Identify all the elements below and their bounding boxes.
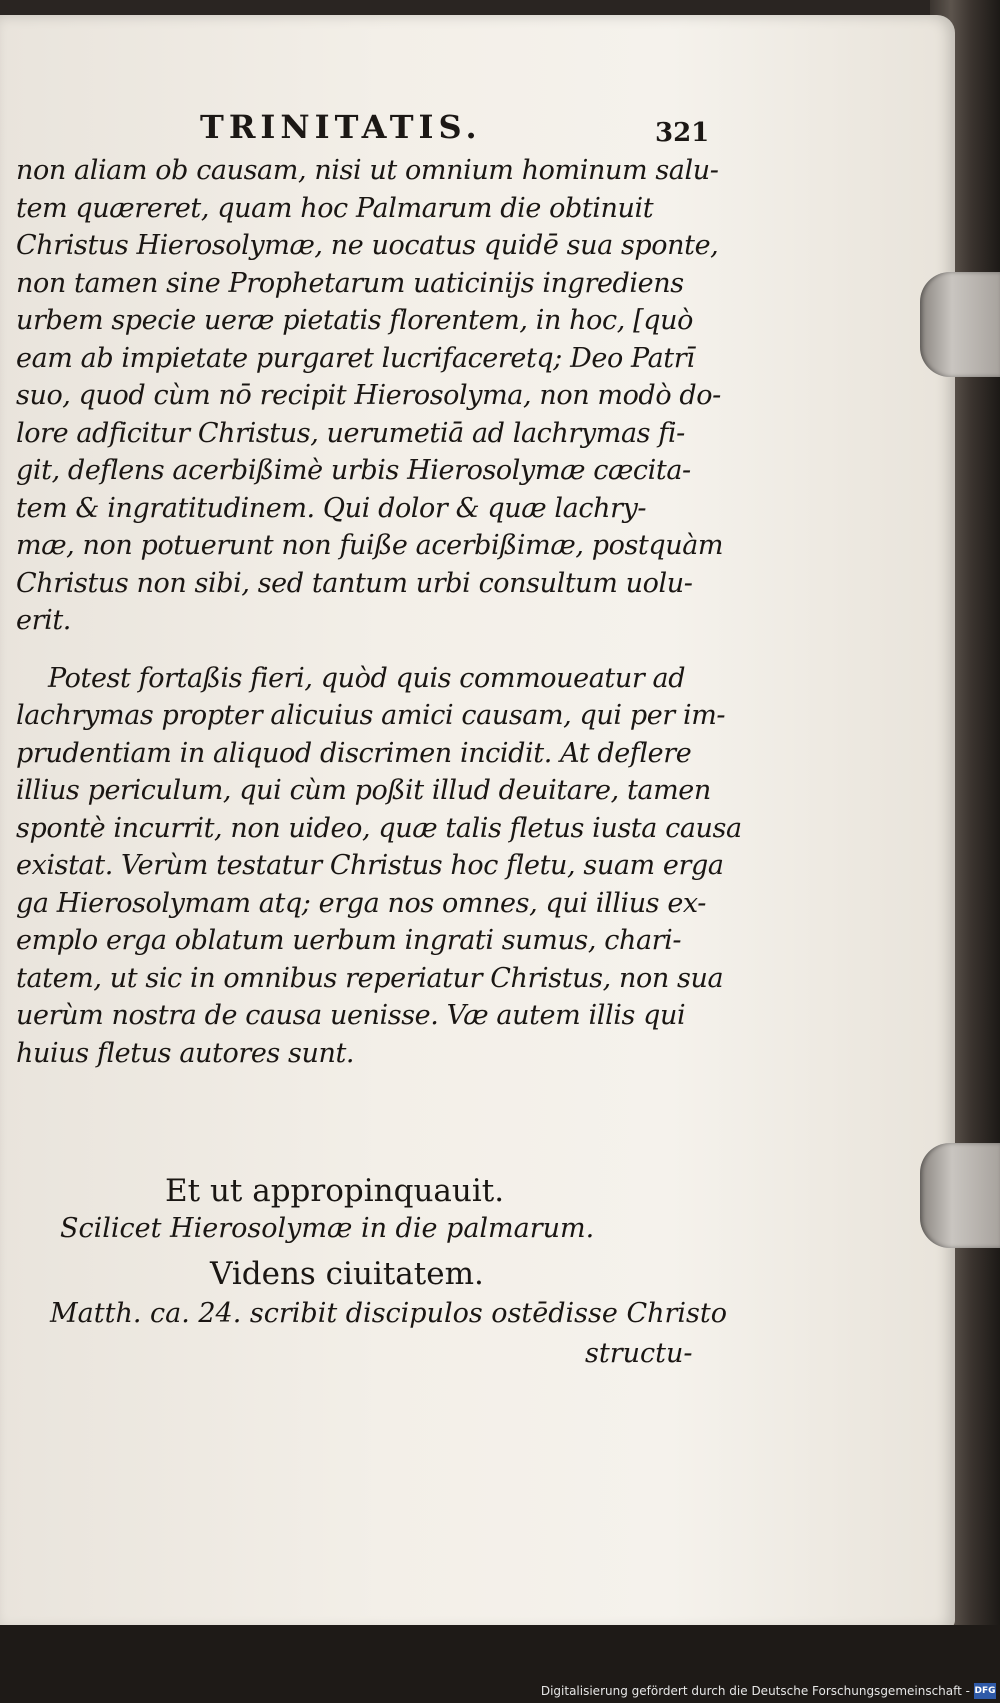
text-line: uerùm nostra de causa uenisse. Væ autem illis qui [16, 1000, 686, 1031]
text-line: Christus Hierosolymæ, ne uocatus quidē sua sponte, [16, 230, 719, 261]
text-line: non aliam ob causam, nisi ut omnium hominum salu- [16, 155, 719, 186]
text-line: existat. Verùm testatur Christus hoc fletu, suam erga [16, 850, 724, 881]
text-line: git, deflens acerbißimè urbis Hierosolymæ cæcita- [16, 455, 691, 486]
page-clip-upper [920, 272, 1000, 377]
text-line: urbem specie ueræ pietatis florentem, in hoc, [quò [16, 305, 693, 336]
body-text [16, 152, 742, 1072]
text-line: huius fletus autores sunt. [16, 1037, 355, 1069]
lemma-heading: Et ut appropinquauit. [165, 1173, 505, 1209]
text-line: tem quæreret, quam hoc Palmarum die obtinuit [16, 192, 654, 224]
dfg-logo: DFG [974, 1683, 996, 1699]
paragraph-gap [16, 640, 716, 660]
digitization-footer [0, 1680, 1000, 1703]
text-line: Christus non sibi, sed tantum urbi consultum uolu- [16, 567, 693, 599]
lemma-gloss: Matth. ca. 24. scribit discipulos ostēdisse Christo [50, 1298, 727, 1329]
paragraph-2 [16, 660, 742, 1073]
scan-bottom-border [0, 1625, 1000, 1680]
lemma-gloss: Scilicet Hierosolymæ in die palmarum. [60, 1213, 595, 1244]
funding-credit: Digitalisierung gefördert durch die Deutsche Forschungsgemeinschaft - [540, 1684, 970, 1698]
running-title: TRINITATIS. [200, 108, 482, 146]
text-line: Potest fortaßis fieri, quòd quis commoueatur ad [48, 662, 686, 694]
text-line: lore adficitur Christus, uerumetiā ad lachrymas fi- [16, 417, 685, 449]
text-line: eam ab impietate purgaret lucrifaceretq; Deo Patrī [16, 342, 695, 374]
text-line: tatem, ut sic in omnibus reperiatur Christus, non sua [16, 962, 724, 994]
text-line: suo, quod cùm nō recipit Hierosolyma, non modò do- [16, 380, 721, 411]
paragraph-1 [16, 152, 724, 640]
text-line: mæ, non potuerunt non fuiße acerbißimæ, postquàm [16, 530, 724, 561]
text-line: ga Hierosolymam atq; erga nos omnes, qui illius ex- [16, 887, 706, 919]
text-line: lachrymas propter alicuius amici causam, qui per im- [16, 700, 726, 731]
catchword: structu- [585, 1338, 693, 1369]
text-line: prudentiam in aliquod discrimen incidit. At deflere [16, 737, 692, 769]
folio-number: 321 [655, 118, 710, 148]
text-line: non tamen sine Prophetarum uaticinijs ingrediens [16, 267, 684, 299]
text-line: emplo erga oblatum uerbum ingrati sumus, chari- [16, 925, 682, 956]
text-line: spontè incurrit, non uideo, quæ talis fletus iusta causa [16, 812, 742, 844]
lemma-heading: Videns ciuitatem. [210, 1256, 484, 1292]
text-line: erit. [16, 605, 71, 636]
page-clip-lower [920, 1143, 1000, 1248]
text-line: tem & ingratitudinem. Qui dolor & quæ lachry- [16, 492, 647, 524]
text-line: illius periculum, qui cùm poßit illud deuitare, tamen [16, 775, 711, 806]
